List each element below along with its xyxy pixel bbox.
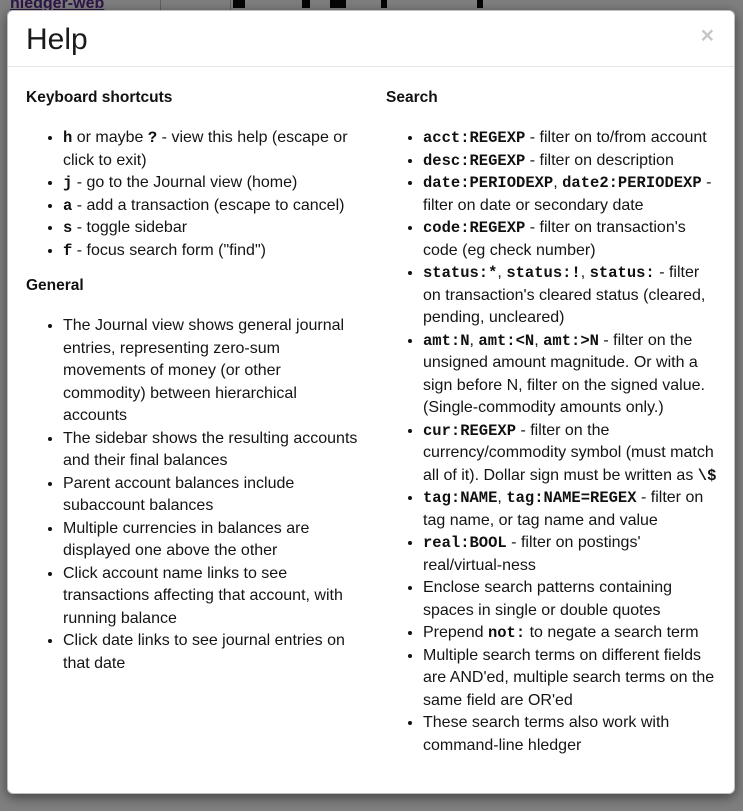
help-list-item	[423, 150, 720, 173]
code-snippet: amt:N	[423, 331, 470, 350]
code-snippet: ?	[147, 129, 158, 147]
help-list-item	[423, 330, 720, 420]
item-text: Prepend	[423, 624, 488, 641]
code-snippet: j	[63, 174, 73, 192]
help-column-left	[8, 88, 372, 768]
item-text: Multiple search terms on different fields are AND'ed, multiple search terms on the same field are OR'ed	[423, 646, 715, 709]
help-list-item	[63, 240, 364, 263]
help-list-item	[423, 420, 720, 488]
code-snippet: \$	[697, 466, 717, 485]
item-text: Parent account balances include subaccount balances	[63, 474, 295, 514]
item-text: Enclose search patterns containing spaces in single or double quotes	[423, 579, 673, 619]
item-text: ,	[580, 264, 590, 281]
item-text: Multiple currencies in balances are displayed one above the other	[63, 519, 310, 559]
close-button[interactable]: ×	[695, 23, 720, 47]
code-snippet: tag:NAME=REGEX	[506, 489, 637, 507]
help-list-item	[63, 563, 364, 631]
help-list-item	[423, 622, 720, 645]
help-list-item	[63, 630, 364, 675]
code-snippet: cur:REGEXP	[423, 421, 517, 440]
item-text: Click account name links to see transactions affecting that account, with running balance	[63, 564, 343, 627]
help-list-item	[63, 428, 364, 473]
section-heading: Search	[386, 89, 438, 106]
help-list-item	[63, 195, 364, 218]
item-text: The sidebar shows the resulting accounts and their final balances	[63, 429, 358, 469]
section-heading: Keyboard shortcuts	[26, 89, 173, 106]
help-list-item	[423, 712, 720, 757]
code-snippet: h	[63, 129, 73, 147]
modal-title: Help	[26, 23, 88, 56]
item-text: - view this help (escape or click to exit)	[63, 129, 348, 169]
item-text: - filter on transaction's code (eg check number)	[423, 219, 686, 259]
item-text: ,	[497, 264, 507, 281]
item-text: - filter on date or secondary date	[423, 174, 712, 214]
help-list-item	[63, 473, 364, 518]
item-text: These search terms also work with command-line hledger	[423, 714, 670, 754]
item-text: ,	[553, 174, 563, 191]
code-snippet: a	[63, 196, 73, 215]
code-snippet: desc:REGEXP	[423, 151, 526, 170]
code-snippet: code:REGEXP	[423, 219, 526, 237]
code-snippet: f	[63, 241, 73, 260]
help-list-item	[423, 127, 720, 150]
help-list-item	[423, 532, 720, 577]
item-text: - filter on postings' real/virtual-ness	[423, 534, 641, 574]
help-list-item	[423, 172, 720, 217]
code-snippet: tag:NAME	[423, 489, 498, 507]
item-text: - filter on the unsigned amount magnitude. Or with a sign before N, filter on the signed value. (Single-commodity amounts only.)	[423, 331, 705, 416]
code-snippet: amt:>N	[543, 331, 599, 350]
item-text: - filter on to/from account	[525, 129, 707, 146]
help-column-right	[372, 88, 735, 768]
help-list	[386, 127, 720, 757]
help-list	[26, 315, 364, 675]
item-text: ,	[497, 489, 507, 506]
code-snippet: real:BOOL	[423, 534, 507, 552]
code-snippet: status:	[589, 264, 655, 282]
item-text: - go to the Journal view (home)	[72, 174, 298, 191]
code-snippet: date2:PERIODEXP	[562, 174, 702, 192]
item-text: - filter on transaction's cleared status (cleared, pending, uncleared)	[423, 264, 706, 326]
item-text: - focus search form ("find")	[72, 241, 266, 259]
item-text: - add a transaction (escape to cancel)	[72, 196, 345, 214]
code-snippet: status:!	[506, 264, 581, 282]
modal-header	[8, 11, 734, 67]
help-list-item	[63, 172, 364, 195]
section-heading: General	[26, 277, 84, 294]
code-snippet: status:*	[423, 264, 498, 282]
item-text: - filter on the currency/commodity symbol (must match all of it). Dollar sign must be written as	[423, 421, 714, 484]
code-snippet: s	[63, 219, 73, 237]
help-list-item	[423, 217, 720, 262]
help-list-item	[63, 127, 364, 172]
modal-body	[8, 67, 734, 794]
item-text: Click date links to see journal entries on that date	[63, 632, 345, 672]
help-list-item	[63, 217, 364, 240]
help-list-item	[63, 315, 364, 428]
help-list-item	[423, 577, 720, 622]
help-modal-dialog	[7, 10, 735, 794]
item-text: to negate a search term	[525, 624, 699, 641]
item-text: or maybe	[72, 129, 148, 146]
help-list-item	[63, 518, 364, 563]
code-snippet: acct:REGEXP	[423, 129, 526, 147]
code-snippet: date:PERIODEXP	[423, 174, 554, 192]
item-text: - toggle sidebar	[72, 219, 188, 236]
code-snippet: not:	[487, 624, 526, 642]
help-list-item	[423, 487, 720, 532]
item-text: The Journal view shows general journal entries, representing zero-sum movements of money (or other commodity) between hierarchical accounts	[63, 317, 345, 424]
help-list-item	[423, 262, 720, 330]
item-text: - filter on tag name, or tag name and value	[423, 489, 704, 529]
code-snippet: amt:<N	[478, 331, 535, 350]
item-text: ,	[469, 331, 479, 349]
help-list	[26, 127, 364, 262]
item-text: - filter on description	[525, 151, 674, 169]
item-text: ,	[534, 331, 544, 349]
help-list-item	[423, 645, 720, 713]
